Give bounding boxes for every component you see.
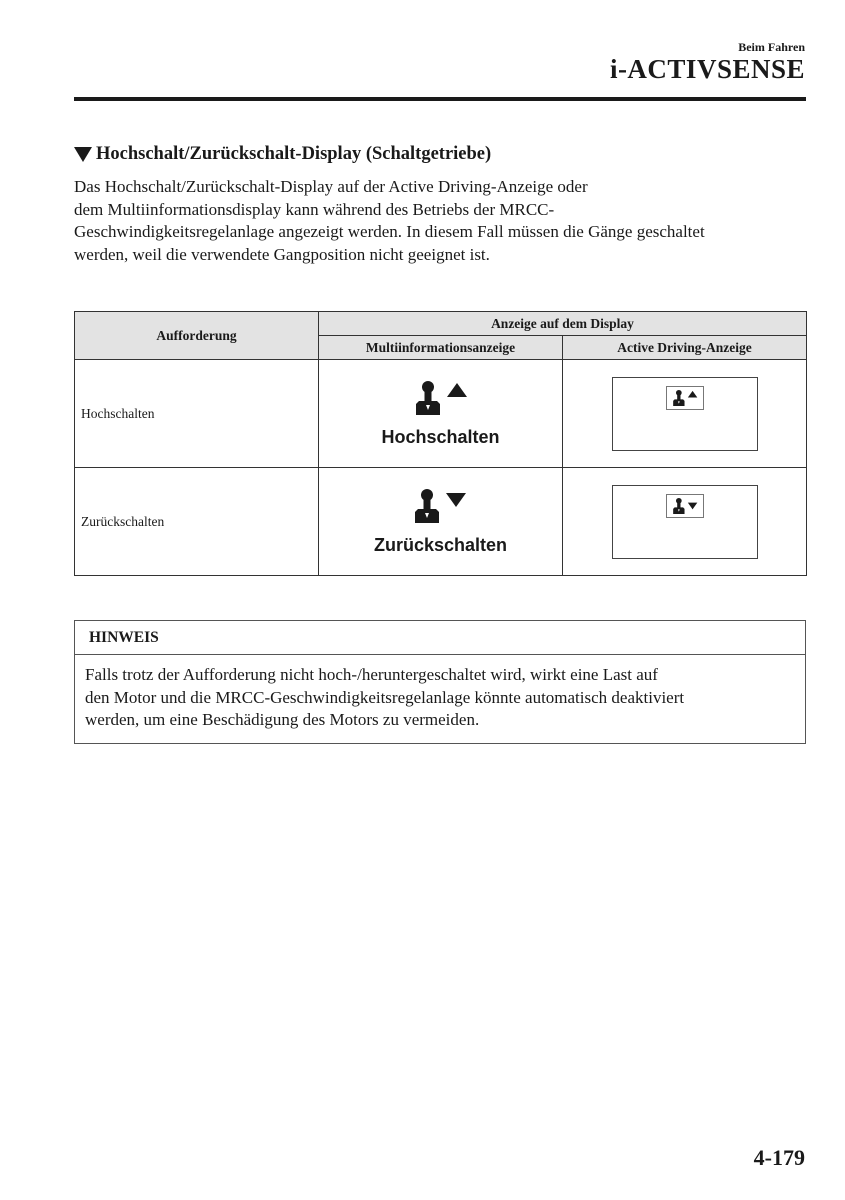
note-box (74, 620, 806, 744)
active-driving-cell (563, 360, 807, 468)
shift-request-table (74, 311, 807, 576)
table-row (75, 468, 807, 576)
header-section-label: Beim Fahren (738, 40, 805, 54)
mini-shift-down-indicator (666, 494, 704, 518)
gear-shift-knob-icon (671, 497, 699, 515)
gear-shift-knob-icon (415, 489, 439, 523)
triangle-bullet-icon (74, 147, 92, 162)
shift-down-indicator (412, 487, 468, 525)
gear-shift-knob-icon (416, 381, 440, 415)
header-display: Anzeige auf dem Display (319, 312, 807, 336)
header-multi-info: Multiinformationsanzeige (319, 336, 563, 360)
multi-info-cell (319, 360, 563, 468)
request-label: Zurückschalten (75, 468, 319, 576)
table-row (75, 360, 807, 468)
multi-info-text: Hochschalten (381, 427, 500, 447)
mini-shift-up-indicator (666, 386, 704, 410)
active-driving-screen (612, 377, 758, 451)
active-driving-screen (612, 485, 758, 559)
gear-shift-knob-icon (671, 389, 699, 407)
multi-info-cell (319, 468, 563, 576)
header-active-driving: Active Driving-Anzeige (563, 336, 807, 360)
header-request: Aufforderung (75, 312, 319, 360)
shift-up-indicator (413, 379, 469, 417)
intro-paragraph: Das Hochschalt/Zurückschalt-Display auf der Active Driving-Anzeige oder dem Multiinformationsdisplay kann während des Betriebs der MRCC- Geschwindigkeitsregelanlage angezeigt werden. In diesem Fall müssen die Gänge geschaltet werden, weil die verwendete Gangposition nicht geeignet ist. (74, 177, 705, 264)
note-title: HINWEIS (75, 621, 805, 655)
section-heading (74, 144, 491, 165)
active-driving-cell (563, 468, 807, 576)
page-number: 4-179 (753, 1145, 805, 1170)
header-divider (74, 97, 806, 101)
multi-info-display (381, 379, 499, 448)
section-heading-text: Hochschalt/Zurückschalt-Display (Schaltgetriebe) (96, 144, 492, 164)
shift-down-arrow-icon (446, 493, 466, 507)
note-text: Falls trotz der Aufforderung nicht hoch-/heruntergeschaltet wird, wirkt eine Last auf den Motor und die MRCC-Geschwindigkeitsregelanlage könnte automatisch deaktiviert werden, um eine Beschädigung des Motors zu vermeiden. (85, 665, 685, 729)
page-title: i-ACTIVSENSE (609, 54, 805, 84)
multi-info-text: Zurückschalten (373, 535, 508, 555)
shift-up-arrow-icon (447, 383, 467, 397)
multi-info-display (374, 487, 507, 556)
request-label: Hochschalten (75, 360, 319, 468)
